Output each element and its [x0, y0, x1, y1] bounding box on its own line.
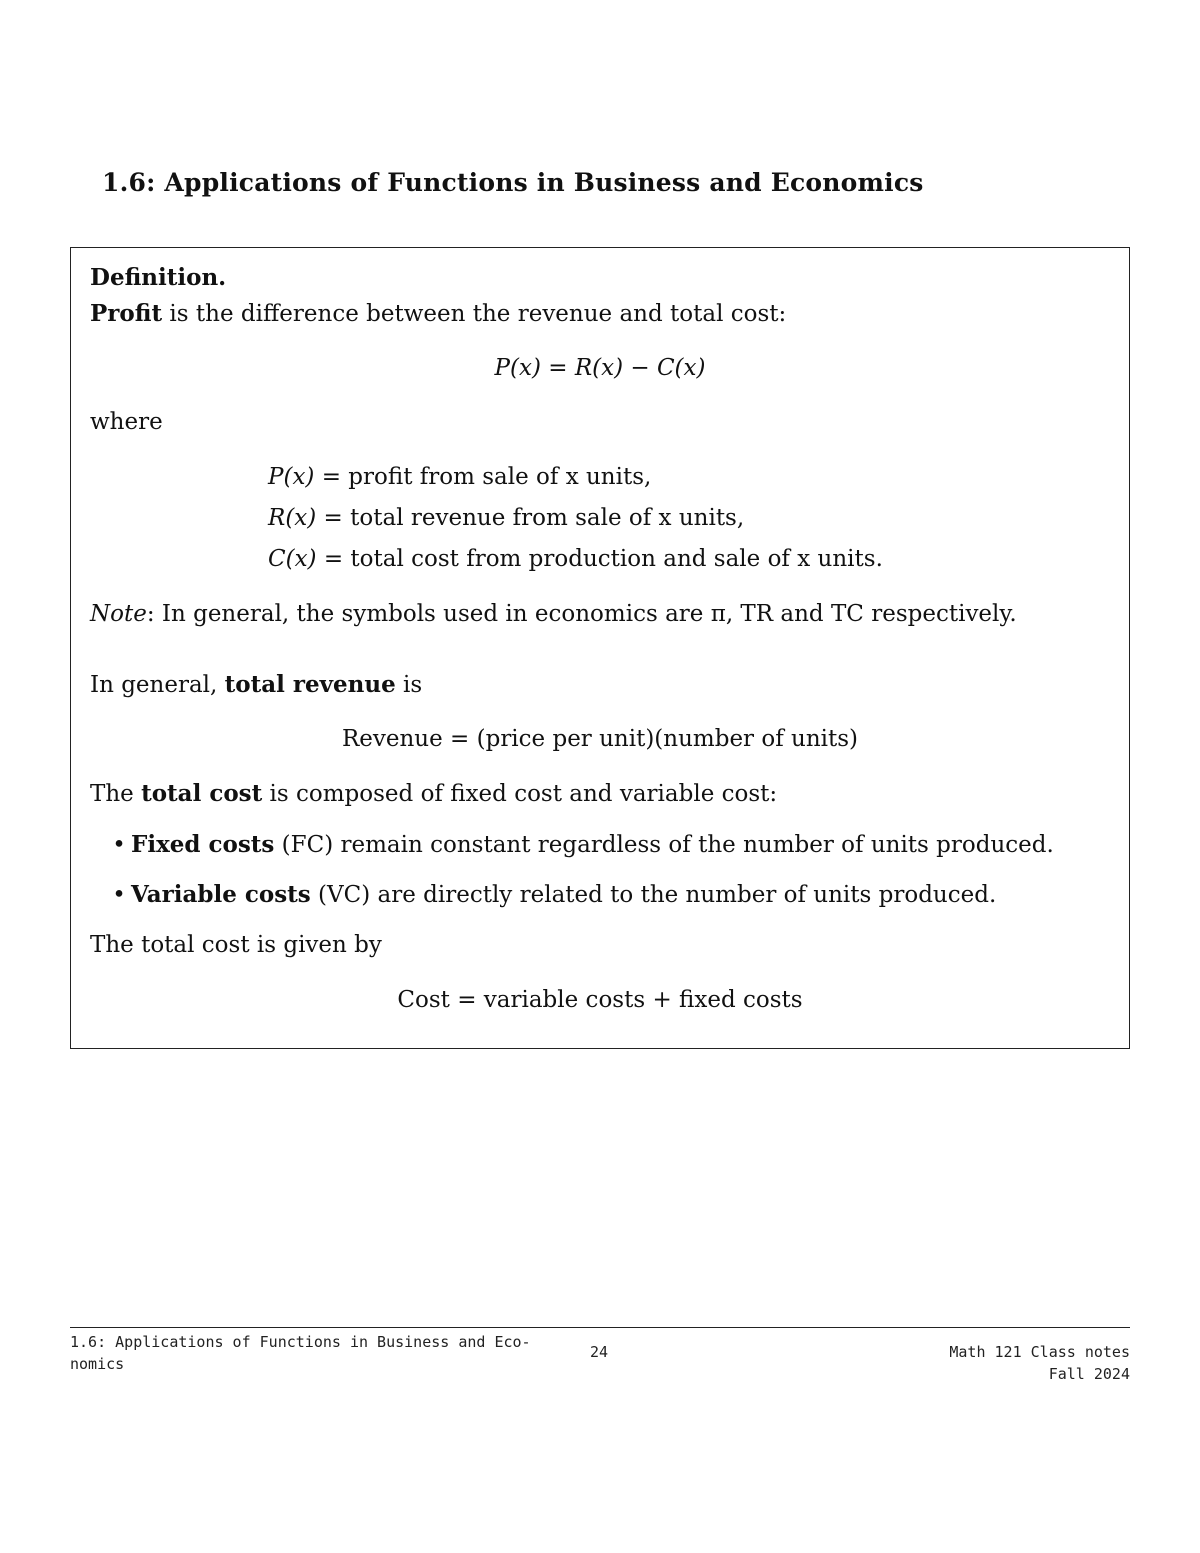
note-label: Note: [90, 601, 147, 627]
footer-course-name: Math 121 Class notes: [949, 1343, 1130, 1361]
bullet-text: (VC) are directly related to the number of units produced.: [310, 882, 997, 908]
bullet-fixed-costs: [107, 833, 1054, 857]
revenue-intro: [90, 673, 422, 697]
note-line: [90, 603, 1017, 626]
bullet-variable-costs: [107, 883, 996, 907]
definition-lhs: C(x): [268, 546, 317, 572]
revenue-equation: Revenue = (price per unit)(number of units): [341, 726, 859, 752]
cost-intro-tail: is composed of fixed cost and variable cost:: [262, 781, 778, 807]
footer-section-title: [70, 1332, 531, 1376]
cost-intro: [90, 782, 777, 806]
definition-heading: Definition.: [90, 264, 227, 291]
footer-divider: [70, 1327, 1130, 1328]
bullet-text: (FC) remain constant regardless of the number of units produced.: [274, 832, 1054, 858]
definition-row-revenue: [268, 507, 744, 530]
footer-term: Fall 2024: [1048, 1364, 1130, 1383]
revenue-intro-lead: In general,: [90, 672, 225, 698]
bullet-term: Fixed costs: [131, 831, 275, 858]
total-revenue-term: total revenue: [224, 671, 396, 698]
section-title: 1.6: Applications of Functions in Business and Economics: [102, 168, 924, 197]
definition-rhs: = total revenue from sale of x units,: [316, 505, 745, 531]
definition-lhs: R(x): [268, 505, 317, 531]
note-text: : In general, the symbols used in economics are π, TR and TC respectively.: [146, 601, 1017, 627]
definition-rhs: = total cost from production and sale of x units.: [316, 546, 883, 572]
footer-left-line-2: nomics: [70, 1354, 125, 1373]
definition-box: [70, 247, 1130, 1049]
bullet-term: Variable costs: [131, 881, 311, 908]
revenue-intro-tail: is: [395, 672, 423, 698]
total-cost-term: total cost: [141, 780, 263, 807]
definition-row-profit: [268, 466, 651, 489]
page-number: 24: [590, 1343, 609, 1361]
profit-term: Profit: [90, 300, 163, 327]
total-cost-intro: The total cost is given by: [90, 932, 382, 958]
profit-definition-text: is the difference between the revenue and total cost:: [162, 301, 787, 327]
definition-row-cost: [268, 548, 883, 571]
profit-definition: [90, 302, 786, 326]
where-label: where: [90, 409, 163, 435]
footer-course-info: [949, 1342, 1130, 1386]
footer-left-line-1: 1.6: Applications of Functions in Business and Eco-: [70, 1333, 531, 1351]
cost-intro-lead: The: [90, 781, 142, 807]
bullet-icon: •: [112, 882, 126, 908]
bullet-icon: •: [112, 832, 126, 858]
cost-equation: Cost = variable costs + fixed costs: [397, 987, 803, 1013]
definition-rhs: = profit from sale of x units,: [314, 464, 652, 490]
profit-equation: P(x) = R(x) − C(x): [494, 355, 706, 381]
definition-lhs: P(x): [268, 464, 315, 490]
